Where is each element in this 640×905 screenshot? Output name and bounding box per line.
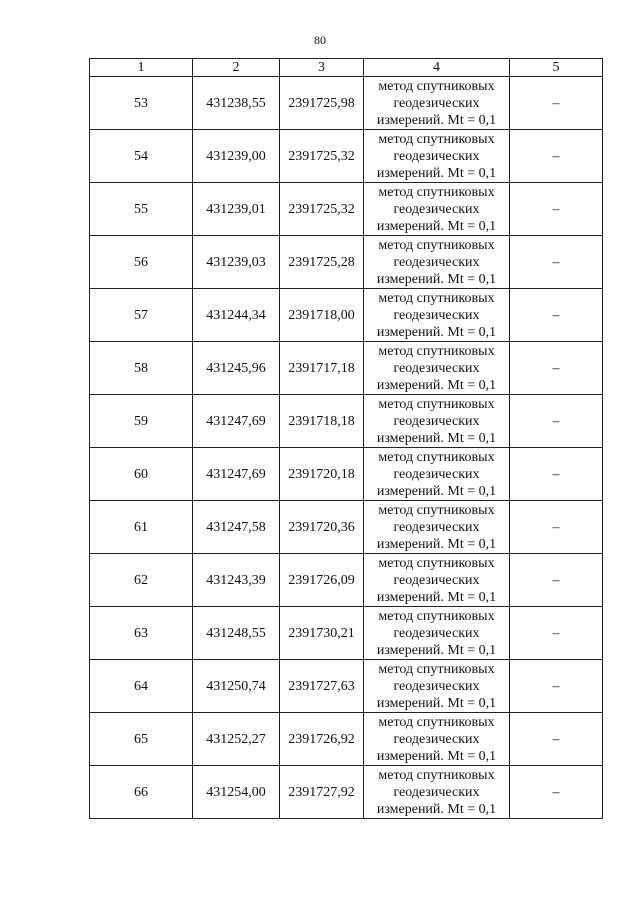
method-cell <box>364 554 510 607</box>
method-line: геодезических <box>393 95 480 111</box>
method-cell <box>364 395 510 448</box>
note-cell: – <box>510 501 603 554</box>
table-row <box>90 395 603 448</box>
method-cell <box>364 130 510 183</box>
y-coordinate-cell: 2391726,09 <box>280 554 364 607</box>
point-number-cell: 62 <box>90 554 193 607</box>
method-line: измерений. Mt = 0,1 <box>376 271 497 287</box>
x-coordinate-cell: 431238,55 <box>193 77 280 130</box>
note-cell: – <box>510 766 603 819</box>
method-line: геодезических <box>393 466 480 482</box>
y-coordinate-cell: 2391718,18 <box>280 395 364 448</box>
method-line: метод спутниковых <box>378 237 495 253</box>
y-coordinate-cell: 2391718,00 <box>280 289 364 342</box>
note-cell: – <box>510 183 603 236</box>
x-coordinate-cell: 431239,03 <box>193 236 280 289</box>
header-cell-4: 4 <box>364 59 510 77</box>
point-number-cell: 57 <box>90 289 193 342</box>
method-line: метод спутниковых <box>378 290 495 306</box>
point-number-cell: 65 <box>90 713 193 766</box>
x-coordinate-cell: 431248,55 <box>193 607 280 660</box>
method-line: геодезических <box>393 731 480 747</box>
header-cell-3: 3 <box>280 59 364 77</box>
method-cell <box>364 713 510 766</box>
y-coordinate-cell: 2391720,18 <box>280 448 364 501</box>
method-cell <box>364 183 510 236</box>
header-cell-2: 2 <box>193 59 280 77</box>
method-line: метод спутниковых <box>378 449 495 465</box>
x-coordinate-cell: 431244,34 <box>193 289 280 342</box>
method-line: геодезических <box>393 625 480 641</box>
method-line: геодезических <box>393 307 480 323</box>
table-row <box>90 289 603 342</box>
table-row <box>90 607 603 660</box>
x-coordinate-cell: 431239,00 <box>193 130 280 183</box>
point-number-cell: 53 <box>90 77 193 130</box>
point-number-cell: 61 <box>90 501 193 554</box>
x-coordinate-cell: 431254,00 <box>193 766 280 819</box>
point-number-cell: 56 <box>90 236 193 289</box>
x-coordinate-cell: 431243,39 <box>193 554 280 607</box>
method-line: геодезических <box>393 413 480 429</box>
method-line: измерений. Mt = 0,1 <box>376 801 497 817</box>
point-number-cell: 58 <box>90 342 193 395</box>
method-line: геодезических <box>393 572 480 588</box>
table-row <box>90 342 603 395</box>
table-row <box>90 554 603 607</box>
method-cell <box>364 448 510 501</box>
method-cell <box>364 501 510 554</box>
y-coordinate-cell: 2391727,63 <box>280 660 364 713</box>
point-number-cell: 55 <box>90 183 193 236</box>
y-coordinate-cell: 2391730,21 <box>280 607 364 660</box>
method-line: измерений. Mt = 0,1 <box>376 589 497 605</box>
y-coordinate-cell: 2391720,36 <box>280 501 364 554</box>
note-cell: – <box>510 77 603 130</box>
method-line: метод спутниковых <box>378 661 495 677</box>
y-coordinate-cell: 2391717,18 <box>280 342 364 395</box>
point-number-cell: 60 <box>90 448 193 501</box>
point-number-cell: 59 <box>90 395 193 448</box>
method-cell <box>364 660 510 713</box>
method-line: измерений. Mt = 0,1 <box>376 536 497 552</box>
y-coordinate-cell: 2391727,92 <box>280 766 364 819</box>
table-row <box>90 501 603 554</box>
method-line: метод спутниковых <box>378 343 495 359</box>
note-cell: – <box>510 289 603 342</box>
method-line: геодезических <box>393 678 480 694</box>
method-line: геодезических <box>393 201 480 217</box>
table-row <box>90 713 603 766</box>
method-cell <box>364 236 510 289</box>
y-coordinate-cell: 2391725,32 <box>280 183 364 236</box>
method-cell <box>364 342 510 395</box>
method-line: геодезических <box>393 360 480 376</box>
method-line: метод спутниковых <box>378 714 495 730</box>
table-row <box>90 183 603 236</box>
point-number-cell: 64 <box>90 660 193 713</box>
method-line: геодезических <box>393 784 480 800</box>
y-coordinate-cell: 2391725,32 <box>280 130 364 183</box>
x-coordinate-cell: 431247,69 <box>193 448 280 501</box>
method-line: метод спутниковых <box>378 767 495 783</box>
table-row <box>90 130 603 183</box>
method-line: измерений. Mt = 0,1 <box>376 112 497 128</box>
header-cell-5: 5 <box>510 59 603 77</box>
coordinates-table <box>89 58 603 819</box>
table-body <box>90 59 603 819</box>
header-cell-1: 1 <box>90 59 193 77</box>
note-cell: – <box>510 660 603 713</box>
method-line: измерений. Mt = 0,1 <box>376 218 497 234</box>
method-cell <box>364 607 510 660</box>
point-number-cell: 63 <box>90 607 193 660</box>
method-cell <box>364 77 510 130</box>
method-line: измерений. Mt = 0,1 <box>376 695 497 711</box>
method-line: измерений. Mt = 0,1 <box>376 324 497 340</box>
method-line: метод спутниковых <box>378 78 495 94</box>
x-coordinate-cell: 431247,69 <box>193 395 280 448</box>
method-line: измерений. Mt = 0,1 <box>376 165 497 181</box>
x-coordinate-cell: 431239,01 <box>193 183 280 236</box>
note-cell: – <box>510 448 603 501</box>
method-line: геодезических <box>393 148 480 164</box>
note-cell: – <box>510 130 603 183</box>
table-row <box>90 766 603 819</box>
x-coordinate-cell: 431247,58 <box>193 501 280 554</box>
method-line: измерений. Mt = 0,1 <box>376 483 497 499</box>
note-cell: – <box>510 395 603 448</box>
table-row <box>90 77 603 130</box>
note-cell: – <box>510 342 603 395</box>
page-number: 80 <box>314 33 326 47</box>
note-cell: – <box>510 236 603 289</box>
method-line: метод спутниковых <box>378 396 495 412</box>
table-row <box>90 448 603 501</box>
method-line: измерений. Mt = 0,1 <box>376 377 497 393</box>
note-cell: – <box>510 607 603 660</box>
point-number-cell: 66 <box>90 766 193 819</box>
note-cell: – <box>510 554 603 607</box>
x-coordinate-cell: 431245,96 <box>193 342 280 395</box>
x-coordinate-cell: 431252,27 <box>193 713 280 766</box>
point-number-cell: 54 <box>90 130 193 183</box>
method-line: метод спутниковых <box>378 131 495 147</box>
x-coordinate-cell: 431250,74 <box>193 660 280 713</box>
method-cell <box>364 766 510 819</box>
method-line: метод спутниковых <box>378 555 495 571</box>
note-cell: – <box>510 713 603 766</box>
y-coordinate-cell: 2391726,92 <box>280 713 364 766</box>
method-line: метод спутниковых <box>378 502 495 518</box>
method-line: геодезических <box>393 254 480 270</box>
method-line: измерений. Mt = 0,1 <box>376 642 497 658</box>
method-cell <box>364 289 510 342</box>
method-line: геодезических <box>393 519 480 535</box>
table-row <box>90 660 603 713</box>
table-row <box>90 236 603 289</box>
method-line: метод спутниковых <box>378 184 495 200</box>
y-coordinate-cell: 2391725,98 <box>280 77 364 130</box>
y-coordinate-cell: 2391725,28 <box>280 236 364 289</box>
method-line: измерений. Mt = 0,1 <box>376 430 497 446</box>
method-line: измерений. Mt = 0,1 <box>376 748 497 764</box>
method-line: метод спутниковых <box>378 608 495 624</box>
table-header-row <box>90 59 603 77</box>
